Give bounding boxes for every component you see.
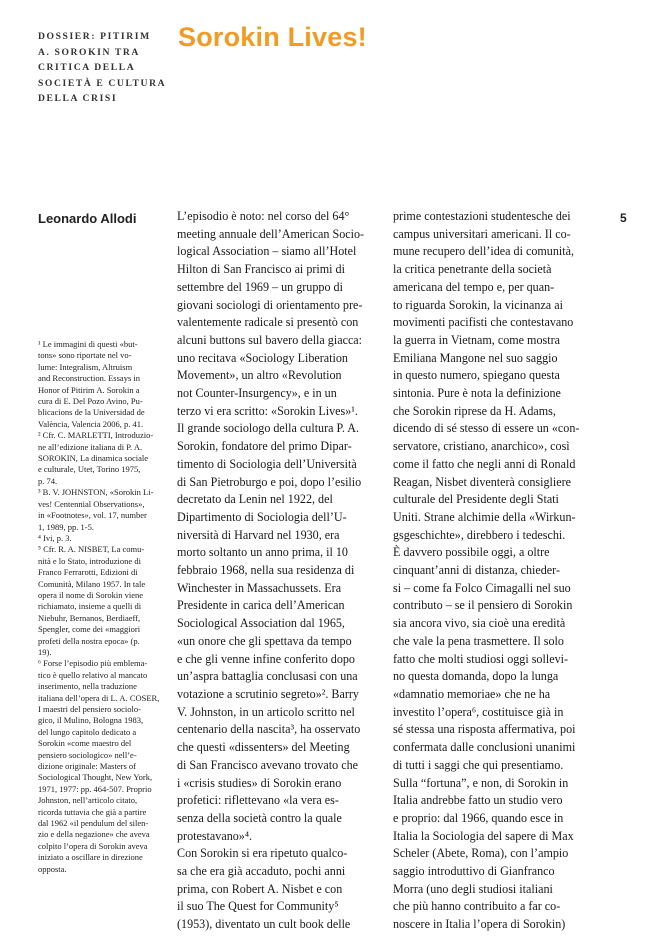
paragraph: prime contestazioni studentesche dei campus universitari americani. Il co- mune recupero dell’idea di comunità, la critica penetrante della società americana del tempo e, per quan- to riguarda Sorokin, la vicinanza ai movimenti pacifisti che contestavano la guerra in Vietnam, come mostra Emiliana Mangone nel suo saggio in questo numero, spiegano questa sintonia. Pure è nota la definizione che Sorokin riprese da H. Adams, dicendo di sé stesso di essere un «con- servatore, cristiano, anarchico», così come il fatto che negli anni di Ronald Reagan, Nisbet diventerà consigliere culturale del Presidente degli Stati Uniti. Strane alchimie della «Wirkun- gsgeschichte», direbbero i tedeschi. <box>393 209 580 542</box>
page-number: 5 <box>620 211 627 225</box>
body-column-1 <box>177 208 382 934</box>
footnote-6: ⁶ Forse l’episodio più emblema- tico è quello relativo al mancato inserimento, nella traduzione italiana dell’opera di L. A. COSER, I maestri del pensiero sociolo- gico, il Mulino, Bologna 1983, del lungo capitolo dedicato a Sorokin «come maestro del pensiero sociologico» nell’e- dizione originale: Masters of Sociological Thought, New York, 1971, 1977: pp. 464-507. Proprio Johnston, nell’articolo citato, ricorda tuttavia che già a partire dal 1962 «il pendulum del silen- zio e della negazione» che aveva colpito l’opera di Sorokin aveva iniziato a oscillare in direzione opposta. <box>38 658 160 874</box>
footnote-4: ⁴ Ivi, p. 3. <box>38 532 72 543</box>
author-name: Leonardo Allodi <box>38 211 137 226</box>
article-title: Sorokin Lives! <box>178 22 367 52</box>
footnotes <box>38 339 166 875</box>
body-column-2 <box>393 208 598 934</box>
paragraph: Con Sorokin si era ripetuto qualco- sa che era già accaduto, pochi anni prima, con Robert A. Nisbet e con il suo The Quest for Community⁵ (1953), diventato un cult book delle <box>177 846 351 932</box>
footnote-2: ² Cfr. C. MARLETTI, Introduzio- ne all’edizione italiana di P. A. SOROKIN, La dinamica sociale e culturale, Utet, Torino 1975, p. 74. <box>38 430 154 486</box>
paragraph: Sulla “fortuna”, e non, di Sorokin in Italia andrebbe fatto un studio vero e proprio: dal 1966, quando esce in Italia la Sociologia del sapere di Max Scheler (Abete, Roma), con l’ampio saggio introduttivo di Gianfranco Morra (uno degli studiosi italiani che più hanno contribuito a far co- noscere in Italia l’opera di Sorokin) <box>393 775 574 932</box>
footnote-1: ¹ Le immagini di questi «but- tons» sono riportate nel vo- lume: Integralism, Altruism and Reconstruction. Essays in Honor of Pitirim A. Sorokin a cura di E. Del Pozo Avino, Pu- blicacions de la Universidad de València, Valencia 2006, p. 41. <box>38 339 145 429</box>
paragraph: È davvero possibile oggi, a oltre cinquant’anni di distanza, chieder- si – come fa Folco Cimagalli nel suo contributo – se il pensiero di Sorokin sia ancora vivo, sia cioè una eredità che vale la pena trasmettere. Il solo fatto che molti studiosi oggi sollevi- no questa domanda, dopo la lunga «damnatio memoriae» che ne ha investito l’opera⁶, costituisce già in sé stessa una risposta affermativa, poi confermata dalle conclusioni unanimi di tutti i saggi che qui presentiamo. <box>393 545 576 772</box>
dossier-label: DOSSIER: PITIRIM A. SOROKIN TRA CRITICA DELLA SOCIETÀ E CULTURA DELLA CRISI <box>38 31 167 104</box>
footnote-5: ⁵ Cfr. R. A. NISBET, La comu- nità e lo Stato, introduzione di Franco Ferrarotti, Edizioni di Comunità, Milano 1957. In tale opera il nome di Sorokin viene richiamato, insieme a quelli di Niebuhr, Bernanos, Berdiaeff, Spengler, come dei «maggiori profeti della nostra epoca» (p. 19). <box>38 544 146 657</box>
paragraph: L’episodio è noto: nel corso del 64° meeting annuale dell’American Socio- logical Association – siamo all’Hotel Hilton di San Francisco ai primi di settembre del 1969 – un gruppo di giovani sociologi di orientamento pre- valentemente radicale si presentò con alcuni buttons sul bavero della giacca: uno recitava «Sociology Liberation Movement», un altro «Revolution not Counter-Insurgency», e in un terzo vi era scritto: «Sorokin Lives»¹. Il grande sociologo della cultura P. A. Sorokin, fondatore del primo Dipar- timento di Sociologia dell’Università di San Pietroburgo e poi, dopo l’esilio decretato da Lenin nel 1922, del Dipartimento di Sociologia dell’U- niversità di Harvard nel 1930, era morto soltanto un anno prima, il 10 febbraio 1968, nella sua residenza di Winchester in Massachussets. Era Presidente in carica dell’American Sociological Association dal 1965, «un onore che gli spettava da tempo e che gli venne infine conferito dopo un’aspra battaglia conclusasi con una votazione a scrutinio segreto»². Barry V. Johnston, in un articolo scritto nel centenario della nascita³, ha osservato che questi «dissenters» del Meeting di San Francisco avevano trovato che i «crisis studies» di Sorokin erano profetici: riflettevano «la vera es- senza della società contro la quale protestavano»⁴. <box>177 209 365 843</box>
footnote-3: ³ B. V. JOHNSTON, «Sorokin Li- ves! Centennial Observations», in «Footnotes», vol. 17, number 1, 1989, pp. 1-5. <box>38 487 154 532</box>
